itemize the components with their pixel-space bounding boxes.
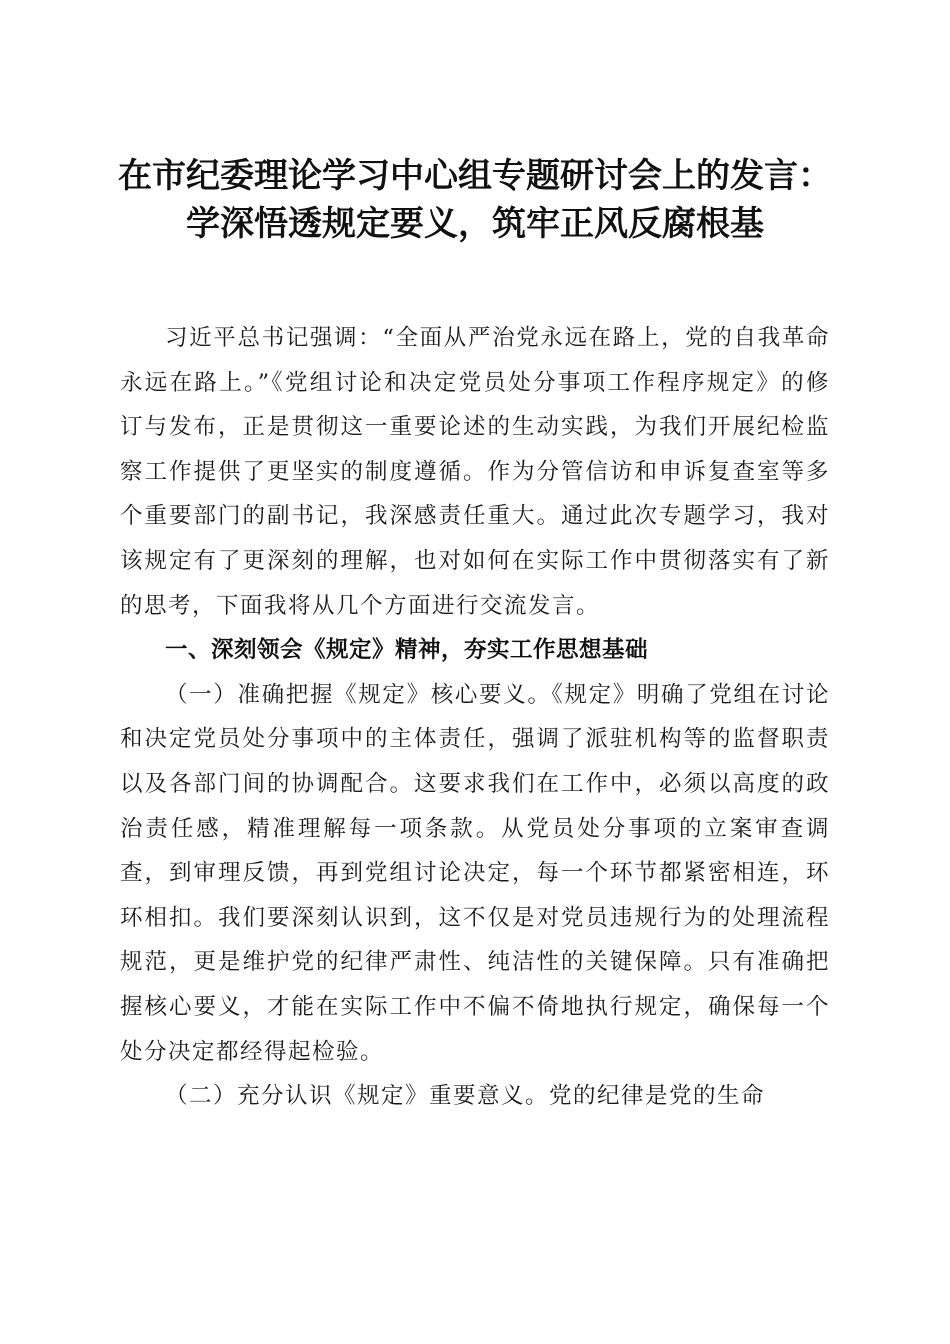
document-body (120, 316, 830, 1119)
subsection-2-paragraph (120, 1074, 830, 1119)
subsection-1-heading: （一）准确把握《规定》核心要义。 (165, 681, 552, 708)
document-title (60, 152, 890, 248)
subsection-2-body: 党的纪律是党的生命 (549, 1083, 766, 1110)
intro-paragraph: 习近平总书记强调：“全面从严治党永远在路上，党的自我革命永远在路上。”《党组讨论和决定党员处分事项工作程序规定》的修订与发布，正是贯彻这一重要论述的生动实践，为我们开展纪检监察工作提供了更坚实的制度遵循。作为分管信访和申诉复查室等多个重要部门的副书记，我深感责任重大。通过此次专题学习，我对该规定有了更深刻的理解，也对如何在实际工作中贯彻落实有了新的思考，下面我将从几个方面进行交流发言。 (120, 325, 830, 619)
title-line-2: 学深悟透规定要义，筑牢正风反腐根基 (186, 204, 764, 244)
title-line-1: 在市纪委理论学习中心组专题研讨会上的发言： (118, 156, 832, 196)
subsection-1-body: 《规定》明确了党组在讨论和决定党员处分事项中的主体责任，强调了派驻机构等的监督职责以及各部门间的协调配合。这要求我们在工作中，必须以高度的政治责任感，精准理解每一项条款。从党员处分事项的立案审查调查，到审理反馈，再到党组讨论决定，每一个环节都紧密相连，环环相扣。我们要深刻认识到，这不仅是对党员违规行为的处理流程规范，更是维护党的纪律严肃性、纯洁性的关键保障。只有准确把握核心要义，才能在实际工作中不偏不倚地执行规定，确保每一个处分决定都经得起检验。 (120, 681, 830, 1065)
subsection-2-heading: （二）充分认识《规定》重要意义。 (165, 1083, 550, 1110)
section-1-heading: 一、深刻领会《规定》精神，夯实工作思想基础 (165, 637, 649, 664)
subsection-1-paragraph (120, 673, 830, 1074)
